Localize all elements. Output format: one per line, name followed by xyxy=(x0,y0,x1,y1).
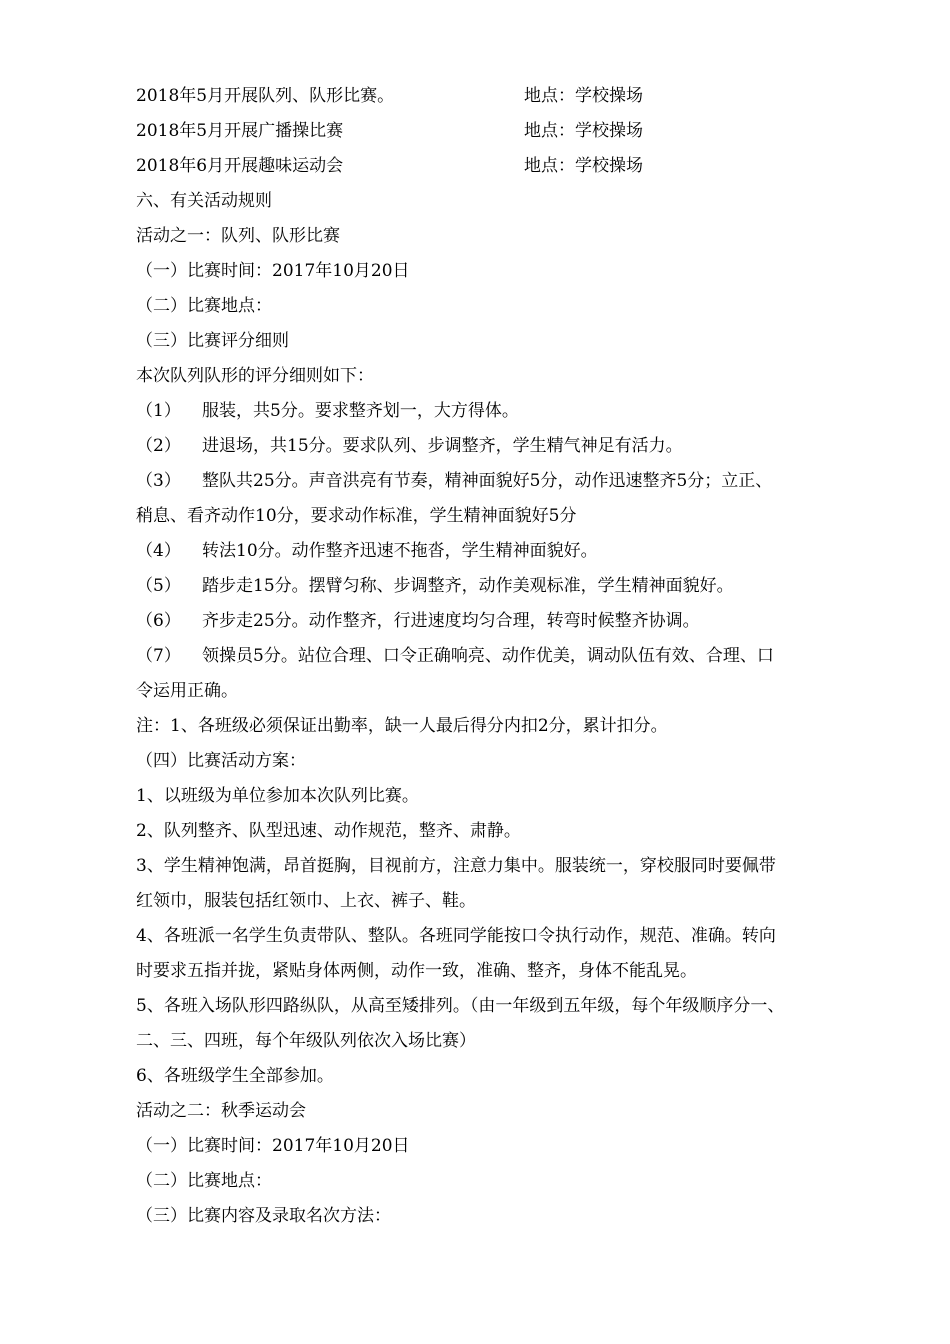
rule-continuation: 令运用正确。 xyxy=(136,681,238,701)
rule-text: 转法10分。动作整齐迅速不拖沓，学生精神面貌好。 xyxy=(202,541,598,561)
schedule-place: 地点：学校操场 xyxy=(524,156,643,176)
plan-line: 4、各班派一名学生负责带队、整队。各班同学能按口令执行动作，规范、准确。转向 xyxy=(136,926,776,946)
schedule-place: 地点：学校操场 xyxy=(524,121,643,141)
schedule-row xyxy=(136,156,871,176)
schedule-row xyxy=(136,121,871,141)
plan-line: 时要求五指并拢，紧贴身体两侧，动作一致，准确、整齐，身体不能乱晃。 xyxy=(136,961,697,981)
rule-item xyxy=(136,436,871,456)
activity2-content-title: （三）比赛内容及录取名次方法： xyxy=(136,1206,391,1226)
rule-number: （4） xyxy=(136,541,181,561)
rule-text: 进退场，共15分。要求队列、步调整齐，学生精气神足有活力。 xyxy=(202,436,683,456)
activity2-title: 活动之二：秋季运动会 xyxy=(136,1101,306,1121)
plan-line: 5、各班入场队形四路纵队，从高至矮排列。（由一年级到五年级，每个年级顺序分一、 xyxy=(136,996,785,1016)
rule-number: （5） xyxy=(136,576,181,596)
schedule-date: 2018年5月开展广播操比赛 xyxy=(136,121,344,141)
rule-continuation: 稍息、看齐动作10分，要求动作标准，学生精神面貌好5分 xyxy=(136,506,577,526)
rule-item xyxy=(136,611,871,631)
activity2-time: （一）比赛时间：2017年10月20日 xyxy=(136,1136,410,1156)
rule-number: （1） xyxy=(136,401,181,421)
rule-item xyxy=(136,401,871,421)
plan-line: 二、三、四班，每个年级队列依次入场比赛） xyxy=(136,1031,476,1051)
activity1-plan-title: （四）比赛活动方案： xyxy=(136,751,306,771)
rule-text: 齐步走25分。动作整齐，行进速度均匀合理，转弯时候整齐协调。 xyxy=(202,611,700,631)
rule-number: （2） xyxy=(136,436,181,456)
rule-number: （7） xyxy=(136,646,181,666)
activity2-location: （二）比赛地点： xyxy=(136,1171,272,1191)
schedule-row xyxy=(136,86,871,106)
plan-line: 红领巾，服装包括红领巾、上衣、裤子、鞋。 xyxy=(136,891,476,911)
schedule-place: 地点：学校操场 xyxy=(524,86,643,106)
plan-line: 6、各班级学生全部参加。 xyxy=(136,1066,334,1086)
activity1-note: 注：1、各班级必须保证出勤率，缺一人最后得分内扣2分，累计扣分。 xyxy=(136,716,668,736)
rule-item xyxy=(136,576,871,596)
activity1-rules-intro: 本次队列队形的评分细则如下： xyxy=(136,366,374,386)
section-heading: 六、有关活动规则 xyxy=(136,191,272,211)
activity1-rules-title: （三）比赛评分细则 xyxy=(136,331,289,351)
schedule-date: 2018年6月开展趣味运动会 xyxy=(136,156,344,176)
activity1-title: 活动之一：队列、队形比赛 xyxy=(136,226,340,246)
plan-line: 1、以班级为单位参加本次队列比赛。 xyxy=(136,786,419,806)
rule-text: 踏步走15分。摆臂匀称、步调整齐，动作美观标准，学生精神面貌好。 xyxy=(202,576,734,596)
activity1-location: （二）比赛地点： xyxy=(136,296,272,316)
rule-number: （3） xyxy=(136,471,181,491)
rule-item xyxy=(136,471,871,491)
rule-item xyxy=(136,646,871,666)
plan-line: 2、队列整齐、队型迅速、动作规范，整齐、肃静。 xyxy=(136,821,521,841)
plan-line: 3、学生精神饱满，昂首挺胸，目视前方，注意力集中。服装统一，穿校服同时要佩带 xyxy=(136,856,776,876)
rule-item xyxy=(136,541,871,561)
rule-text: 服装，共5分。要求整齐划一，大方得体。 xyxy=(202,401,519,421)
rule-text: 领操员5分。站位合理、口令正确响亮、动作优美，调动队伍有效、合理、口 xyxy=(202,646,774,666)
rule-number: （6） xyxy=(136,611,181,631)
activity1-time: （一）比赛时间：2017年10月20日 xyxy=(136,261,410,281)
schedule-date: 2018年5月开展队列、队形比赛。 xyxy=(136,86,395,106)
rule-text: 整队共25分。声音洪亮有节奏，精神面貌好5分，动作迅速整齐5分；立正、 xyxy=(202,471,773,491)
